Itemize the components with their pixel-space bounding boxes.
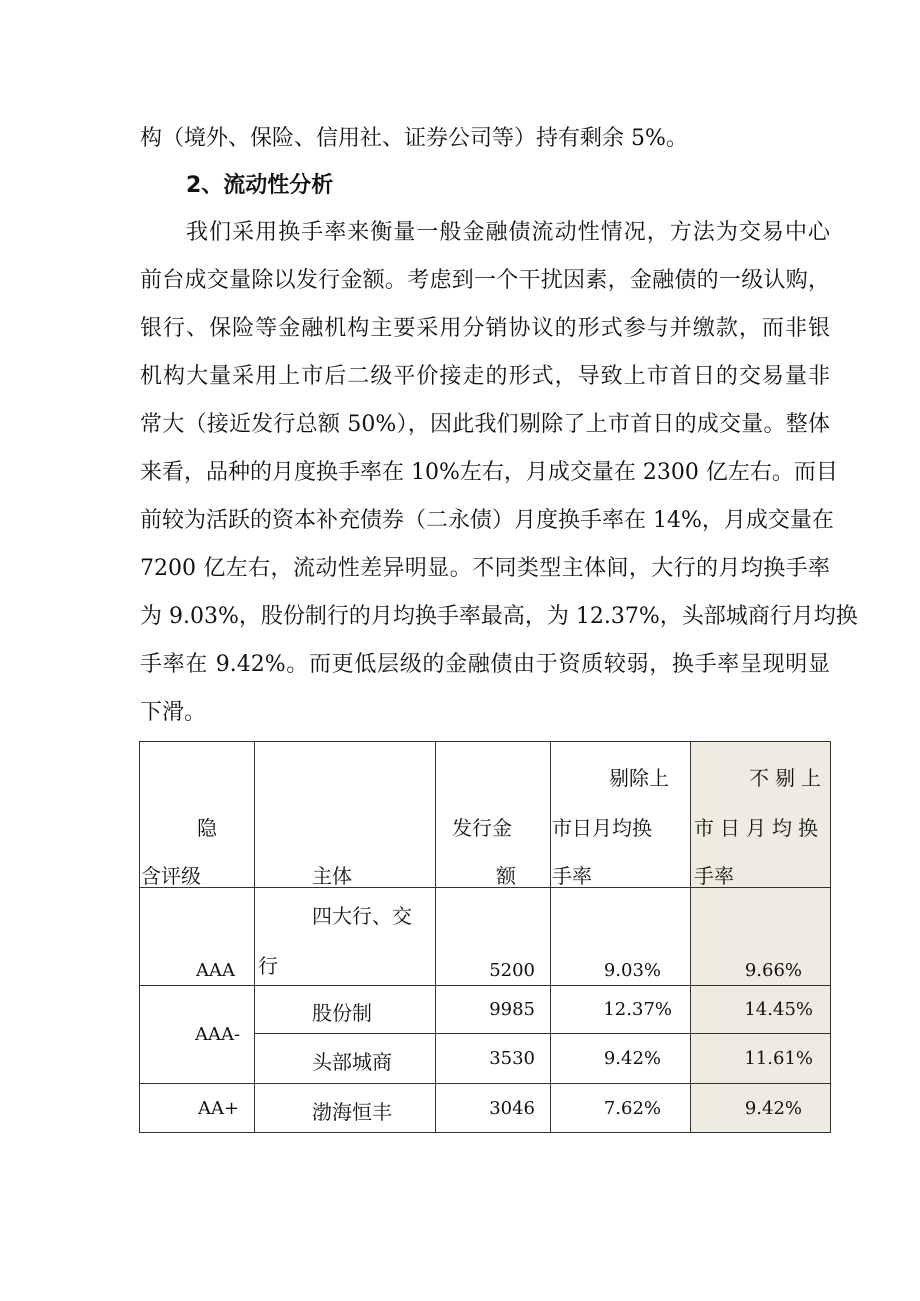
header-amount-line2: 额 bbox=[496, 864, 516, 888]
entity-text: 头部城商 bbox=[312, 1050, 392, 1074]
rating-cell bbox=[140, 986, 255, 1084]
paragraph-line: 下滑。 bbox=[140, 700, 207, 725]
incl-rate-cell bbox=[691, 888, 831, 986]
header-excl-line3: 手率 bbox=[552, 864, 592, 888]
incl-rate-cell bbox=[691, 1084, 831, 1133]
table-header-row bbox=[140, 742, 831, 888]
entity-cell bbox=[255, 986, 436, 1034]
paragraph-line: 机构大量采用上市后二级平价接走的形式，导致上市首日的交易量非 bbox=[140, 364, 830, 389]
paragraph-line: 前台成交量除以发行金额。考虑到一个干扰因素，金融债的一级认购， bbox=[140, 268, 830, 293]
amount-text: 5200 bbox=[489, 960, 535, 981]
incl-rate-text: 14.45% bbox=[744, 999, 813, 1020]
excl-rate-cell bbox=[551, 888, 691, 986]
paragraph-line: 手率在 9.42%。而更低层级的金融债由于资质较弱，换手率呈现明显 bbox=[140, 652, 830, 677]
entity-text: 渤海恒丰 bbox=[312, 1100, 392, 1124]
entity-text: 股份制 bbox=[312, 1001, 372, 1025]
amount-text: 3530 bbox=[489, 1048, 535, 1069]
table-row bbox=[140, 1084, 831, 1133]
header-excl-line1: 剔除上 bbox=[609, 766, 669, 790]
liquidity-table bbox=[139, 741, 831, 1133]
rating-text: AAA bbox=[196, 960, 235, 981]
excl-rate-text: 9.03% bbox=[603, 960, 661, 981]
entity-cell bbox=[255, 1084, 436, 1133]
header-excl-line2: 市日月均换 bbox=[552, 816, 652, 840]
continuation-line: 构（境外、保险、信用社、证券公司等）持有剩余 5%。 bbox=[140, 126, 688, 151]
entity-cell bbox=[255, 888, 436, 986]
header-rating bbox=[140, 742, 255, 888]
header-entity-text: 主体 bbox=[312, 864, 352, 888]
excl-rate-cell bbox=[551, 1034, 691, 1084]
rating-text: AA+ bbox=[198, 1098, 240, 1119]
header-incl-line3: 手率 bbox=[694, 864, 734, 888]
header-incl-line1: 不剔上 bbox=[749, 766, 827, 790]
amount-cell bbox=[436, 1084, 551, 1133]
amount-cell bbox=[436, 1034, 551, 1084]
header-amount bbox=[436, 742, 551, 888]
incl-rate-cell bbox=[691, 986, 831, 1034]
header-entity bbox=[255, 742, 436, 888]
header-rating-line2: 含评级 bbox=[141, 864, 201, 888]
incl-rate-text: 9.42% bbox=[744, 1098, 802, 1119]
amount-text: 3046 bbox=[489, 1098, 535, 1119]
header-rating-line1: 隐 bbox=[197, 816, 217, 840]
excl-rate-cell bbox=[551, 1084, 691, 1133]
paragraph-line: 常大（接近发行总额 50%），因此我们剔除了上市首日的成交量。整体 bbox=[140, 412, 830, 437]
excl-rate-cell bbox=[551, 986, 691, 1034]
entity-text-line2: 行 bbox=[258, 954, 278, 978]
header-amount-line1: 发行金 bbox=[452, 816, 512, 840]
paragraph-line: 7200 亿左右，流动性差异明显。不同类型主体间，大行的月均换手率 bbox=[140, 556, 830, 581]
excl-rate-text: 9.42% bbox=[603, 1048, 661, 1069]
excl-rate-text: 12.37% bbox=[603, 999, 672, 1020]
rating-cell bbox=[140, 1084, 255, 1133]
table-row bbox=[140, 888, 831, 986]
incl-rate-text: 11.61% bbox=[744, 1048, 813, 1069]
excl-rate-text: 7.62% bbox=[603, 1098, 661, 1119]
table-row bbox=[140, 986, 831, 1034]
paragraph-line: 来看，品种的月度换手率在 10%左右，月成交量在 2300 亿左右。而目 bbox=[140, 460, 838, 485]
entity-cell bbox=[255, 1034, 436, 1084]
rating-text: AAA- bbox=[195, 1024, 241, 1045]
paragraph-line: 我们采用换手率来衡量一般金融债流动性情况，方法为交易中心 bbox=[186, 220, 830, 245]
paragraph-line: 为 9.03%，股份制行的月均换手率最高，为 12.37%，头部城商行月均换 bbox=[140, 604, 858, 629]
paragraph-line: 银行、保险等金融机构主要采用分销协议的形式参与并缴款，而非银 bbox=[140, 316, 830, 341]
header-excl bbox=[551, 742, 691, 888]
amount-text: 9985 bbox=[489, 999, 535, 1020]
entity-text-line1: 四大行、交 bbox=[312, 904, 412, 928]
header-incl-line2: 市日月均换 bbox=[694, 816, 824, 840]
rating-cell bbox=[140, 888, 255, 986]
paragraph-line: 前较为活跃的资本补充债券（二永债）月度换手率在 14%，月成交量在 bbox=[140, 508, 834, 533]
incl-rate-cell bbox=[691, 1034, 831, 1084]
amount-cell bbox=[436, 888, 551, 986]
incl-rate-text: 9.66% bbox=[744, 960, 802, 981]
amount-cell bbox=[436, 986, 551, 1034]
header-incl bbox=[691, 742, 831, 888]
section-heading: 2、流动性分析 bbox=[186, 173, 334, 198]
